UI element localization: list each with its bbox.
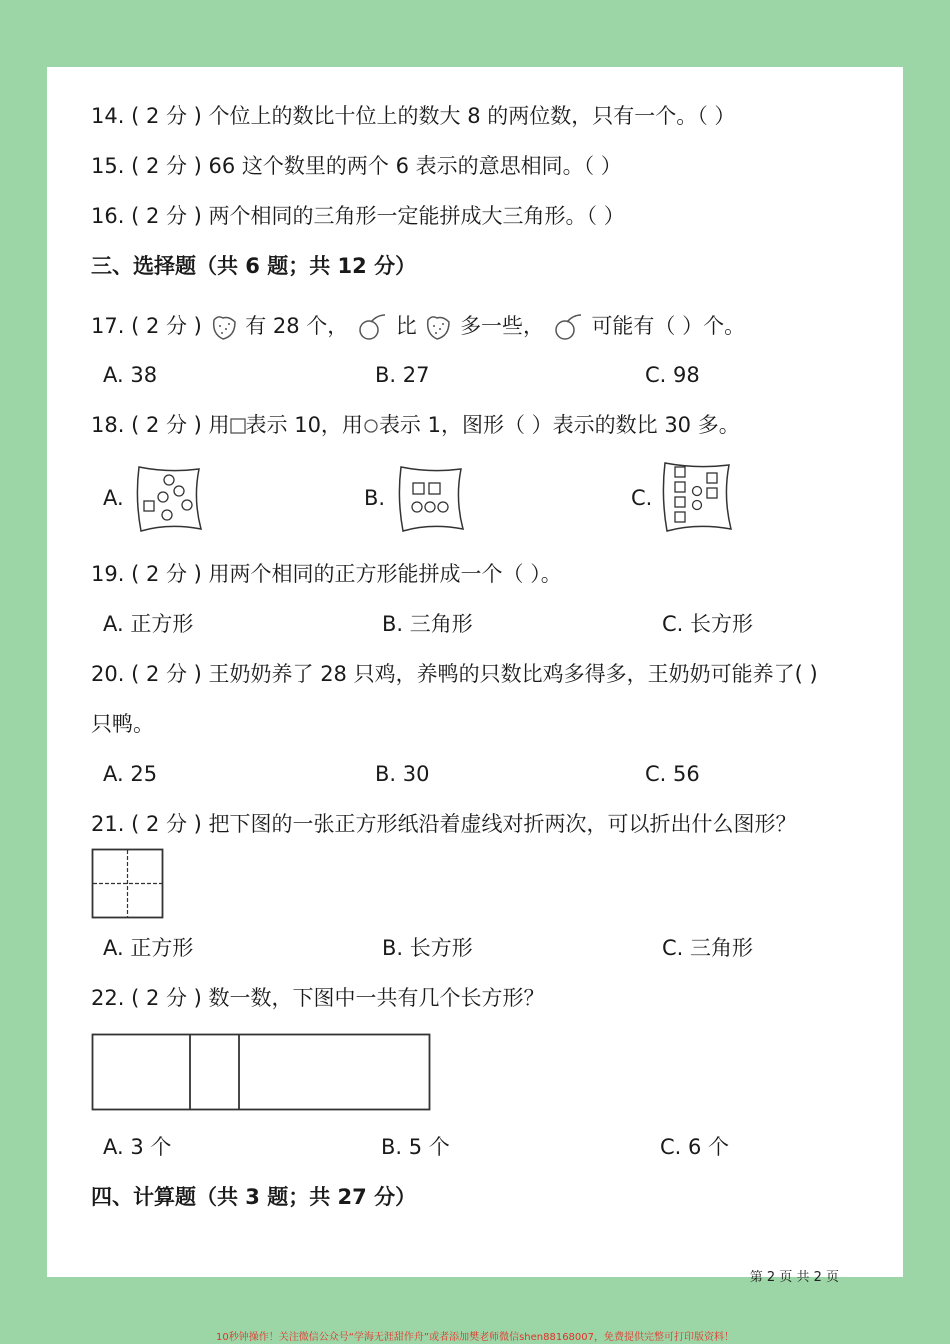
- q21-option-a[interactable]: A. 正方形: [103, 936, 194, 960]
- square-symbol-icon: [230, 418, 246, 434]
- cherry-icon: [551, 312, 585, 342]
- question-19: 19. ( 2 分 ) 用两个相同的正方形能拼成一个（ ）。: [91, 562, 562, 586]
- promo-banner: 10秒钟操作！关注微信公众号“学海无涯甜作舟”或者添加樊老师微信shen88168007，免费提供完整可打印版资料！: [215, 1332, 735, 1343]
- rectangles-figure: [91, 1033, 433, 1111]
- q18-option-a[interactable]: A.: [103, 486, 124, 510]
- question-16: 16. ( 2 分 ) 两个相同的三角形一定能拼成大三角形。（ ）: [91, 204, 625, 228]
- q20-option-b[interactable]: B. 30: [375, 762, 430, 786]
- strawberry-icon: [423, 312, 453, 342]
- q18-figure-c: [659, 459, 735, 535]
- q22-option-a[interactable]: A. 3 个: [103, 1135, 172, 1159]
- q19-option-a[interactable]: A. 正方形: [103, 612, 194, 636]
- q18-option-c[interactable]: C.: [631, 486, 653, 510]
- q18-option-b[interactable]: B.: [364, 486, 386, 510]
- section-4-title: 四、计算题（共 3 题；共 27 分）: [91, 1185, 417, 1209]
- question-17: 17. ( 2 分 ) 有 28 个， 比 多一些， 可能有（ ）个。: [91, 312, 745, 342]
- q20-option-a[interactable]: A. 25: [103, 762, 158, 786]
- q19-option-c[interactable]: C. 长方形: [662, 612, 754, 636]
- q17-option-c[interactable]: C. 98: [645, 363, 700, 387]
- question-20-line-2: 只鸭。: [91, 712, 154, 736]
- question-14: 14. ( 2 分 ) 个位上的数比十位上的数大 8 的两位数，只有一个。（ ）: [91, 104, 736, 128]
- circle-symbol-icon: [363, 418, 379, 434]
- question-20-line-1: 20. ( 2 分 ) 王奶奶养了 28 只鸡，养鸭的只数比鸡多得多，王奶奶可能养了( ): [91, 662, 818, 686]
- question-22: 22. ( 2 分 ) 数一数，下图中一共有几个长方形？: [91, 986, 545, 1010]
- q21-option-c[interactable]: C. 三角形: [662, 936, 754, 960]
- q20-option-c[interactable]: C. 56: [645, 762, 700, 786]
- q18-figure-a: [133, 463, 205, 535]
- strawberry-icon: [209, 312, 239, 342]
- question-15: 15. ( 2 分 ) 66 这个数里的两个 6 表示的意思相同。（ ）: [91, 154, 622, 178]
- question-18: 18. ( 2 分 ) 用 表示 10，用 表示 1，图形（ ）表示的数比 30 多。: [91, 413, 740, 437]
- q17-option-b[interactable]: B. 27: [375, 363, 430, 387]
- question-21: 21. ( 2 分 ) 把下图的一张正方形纸沿着虚线对折两次，可以折出什么图形？: [91, 812, 797, 836]
- q22-option-b[interactable]: B. 5 个: [381, 1135, 450, 1159]
- section-3-title: 三、选择题（共 6 题；共 12 分）: [91, 254, 417, 278]
- q17-option-a[interactable]: A. 38: [103, 363, 158, 387]
- q22-option-c[interactable]: C. 6 个: [660, 1135, 730, 1159]
- folded-square-figure: [91, 848, 165, 920]
- page-number: 第 2 页 共 2 页: [749, 1270, 839, 1285]
- q19-option-b[interactable]: B. 三角形: [382, 612, 473, 636]
- worksheet-page: [47, 67, 903, 1285]
- q21-option-b[interactable]: B. 长方形: [382, 936, 473, 960]
- q18-figure-b: [395, 463, 467, 535]
- cherry-icon: [355, 312, 389, 342]
